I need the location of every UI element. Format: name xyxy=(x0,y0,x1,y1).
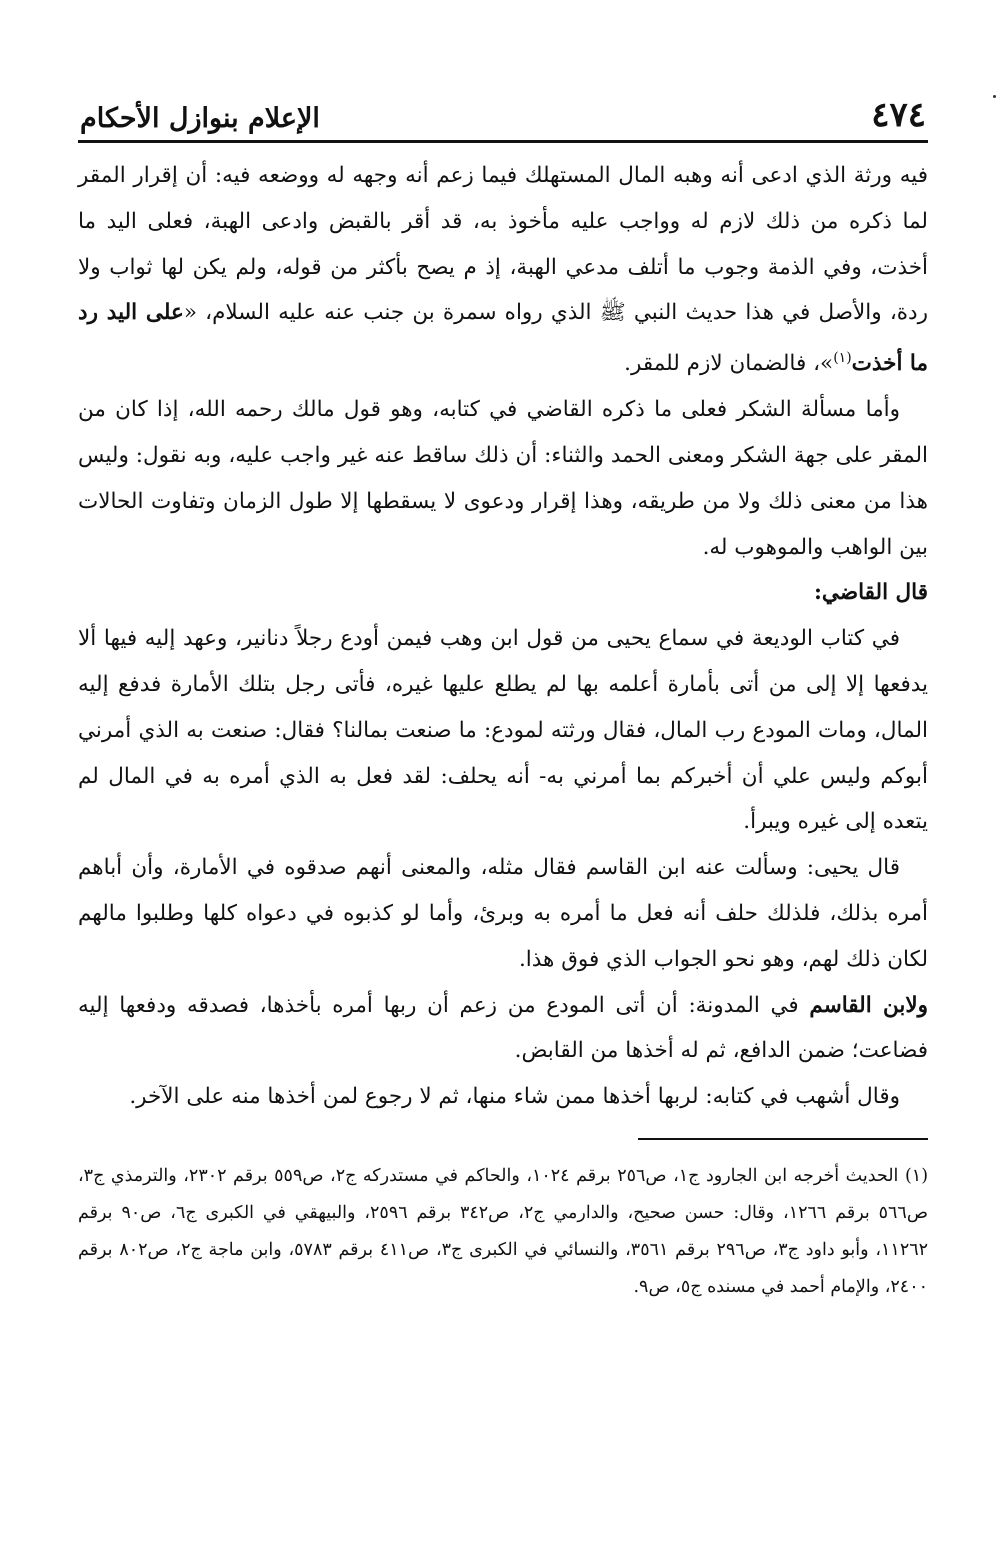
running-title: الإعلام بنوازل الأحكام xyxy=(80,103,320,134)
paragraph-1-tail: »، فالضمان لازم للمقر. xyxy=(624,351,834,377)
paragraph-5-text: في المدونة: أن أتى المودع من زعم أن ربها أمره بأخذها، فصدقه ودفعها إليه فضاعت؛ ضمن الدافع، ثم له أخذها من القابض. xyxy=(78,992,928,1064)
footnote-divider xyxy=(638,1138,928,1140)
paragraph-3: في كتاب الوديعة في سماع يحيى من قول ابن وهب فيمن أودع رجلاً دنانير، وعهد إليه فيها ألا يدفعها إلا إلى من أتى بأمارة أعلمه بها لم يطلع عليها غيره، فأتى رجل بتلك الأمارة فدفع إليه المال، ومات المودع رب المال، فقال ورثته لمودع: ما صنعت بمالنا؟ فقال: صنعت به الذي أمرني أبوكم وليس علي أن أخبركم بما أمرني به- أنه يحلف: لقد فعل به الذي أمره به في المال لم يتعده إلى غيره ويبرأ. xyxy=(78,626,928,835)
paragraph-6: وقال أشهب في كتابه: لربها أخذها ممن شاء منها، ثم لا رجوع لمن أخذها منه على الآخر. xyxy=(129,1084,900,1110)
hadith-quote: على اليد رد ما أخذت xyxy=(78,300,928,377)
footnotes xyxy=(78,1158,928,1306)
paragraph-5 xyxy=(78,983,928,1075)
paragraph-2: وأما مسألة الشكر فعلى ما ذكره القاضي في كتابه، وهو قول مالك رحمه الله، إذا كان من المقر على جهة الشكر ومعنى الحمد والثناء: أن ذلك ساقط عنه غير واجب عليه، وبه نقول: وليس هذا من معنى ذلك ولا من طريقه، وهذا إقرار ودعوى لا يسقطها إلا طول الزمان وتفاوت الحالات بين الواهب والموهوب له. xyxy=(78,397,928,560)
page-edge-dot xyxy=(993,95,996,98)
page-header xyxy=(78,85,928,143)
paragraph-1 xyxy=(78,153,928,387)
book-page xyxy=(78,85,928,1306)
paragraph-4: قال يحيى: وسألت عنه ابن القاسم فقال مثله، والمعنى أنهم صدقوه في الأمارة، وأن أباهم أمره بذلك، فلذلك حلف أنه فعل ما أمره به وبرئ، وأما لو كذبوه في دعواه كلها وطلبوا مالهم لكان ذلك لهم، وهو نحو الجواب الذي فوق هذا. xyxy=(78,855,928,972)
paragraph-1-text: فيه ورثة الذي ادعى أنه وهبه المال المستهلك فيما زعم أنه وجهه له ووضعه فيه: أن إقرار المقر لما ذكره من ذلك لازم له وواجب عليه مأخوذ به، قد أقر بالقبض وادعى الهبة، فعلى اليد ما أخذت، وفي الذمة وجوب ما أتلف مدعي الهبة، إذ م يصح بأكثر من قوله، ولم يكن لها ثواب ولا ردة، والأصل في هذا حديث النبي ﷺ الذي رواه سمرة بن جنب عنه عليه السلام، « xyxy=(78,163,929,326)
section-heading: قال القاضي: xyxy=(814,580,928,606)
footnote-1 xyxy=(78,1158,928,1306)
paragraph-5-lead: ولابن القاسم xyxy=(809,992,928,1018)
main-text xyxy=(78,153,928,1120)
footnote-reference[interactable]: (١) xyxy=(833,350,852,367)
page-number: ٤٧٤ xyxy=(871,95,926,135)
footnote-1-text: (١) الحديث أخرجه ابن الجارود ج١، ص٢٥٦ برقم ١٠٢٤، والحاكم في مستدركه ج٢، ص٥٥٩ برقم ٢٣٠٢، والترمذي ج٣، ص٥٦٦ برقم ١٢٦٦، وقال: حسن صحيح، والدارمي ج٢، ص٣٤٢ برقم ٢٥٩٦، والبيهقي في الكبرى ج٦، ص٩٠ برقم ١١٢٦٢، وأبو داود ج٣، ص٢٩٦ برقم ٣٥٦١، والنسائي في الكبرى ج٣، ص٤١١ برقم ٥٧٨٣، وابن ماجة ج٢، ص٨٠٢ برقم ٢٤٠٠، والإمام أحمد في مسنده ج٥، ص٩. xyxy=(78,1165,929,1297)
